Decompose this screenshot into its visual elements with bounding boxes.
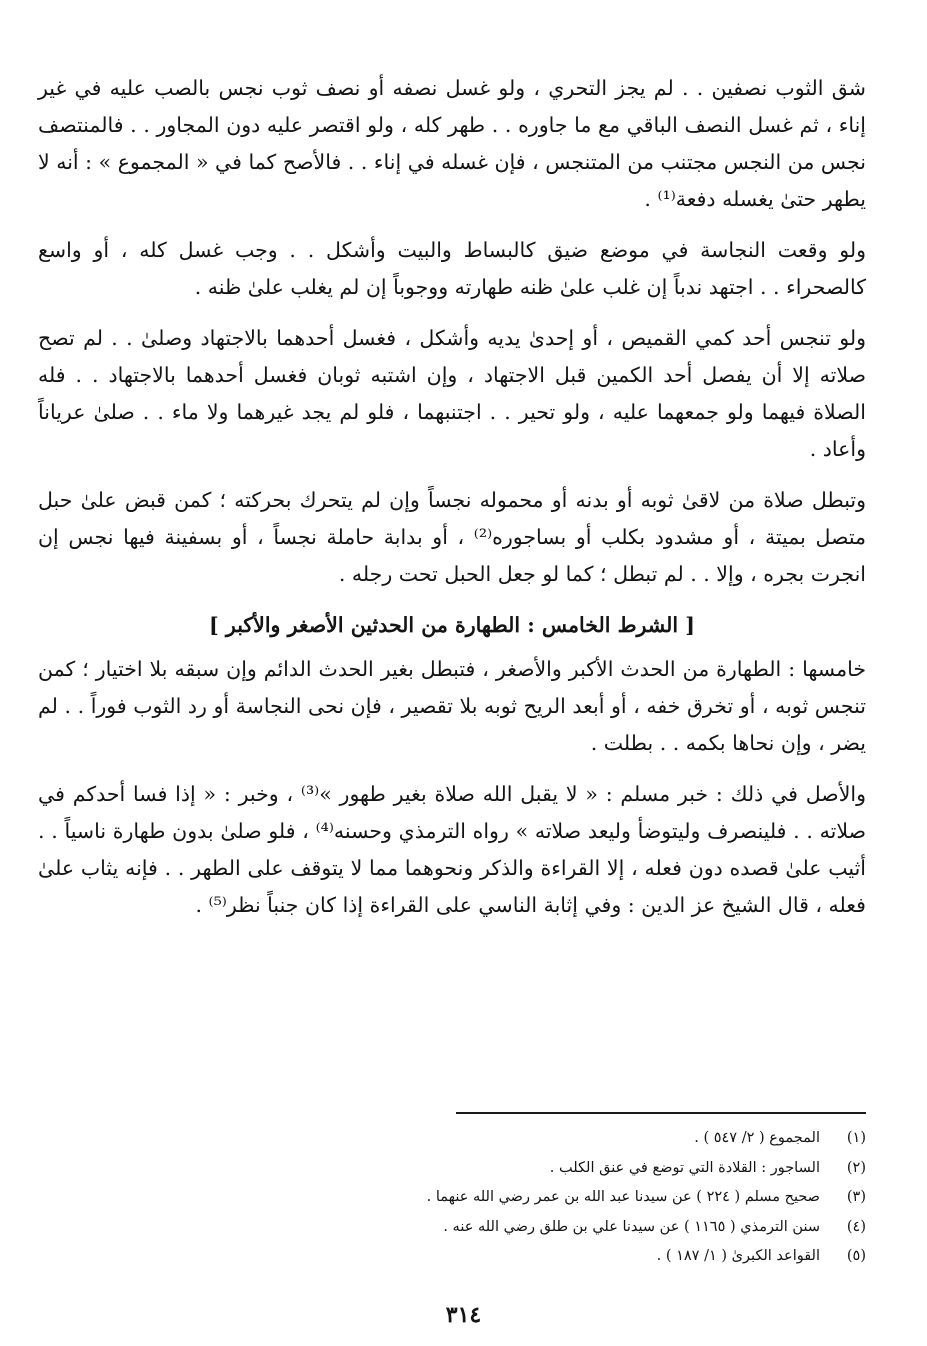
footnote-number: (٥) bbox=[846, 1248, 866, 1264]
footnote-text: القواعد الكبرىٰ ( ١/ ١٨٧ ) . bbox=[656, 1248, 820, 1264]
footnote-number: (٢) bbox=[846, 1159, 866, 1176]
paragraph-3: ولو تنجس أحد كمي القميص ، أو إحدىٰ يديه وأشكل ، فغسل أحدهما بالاجتهاد وصلىٰ . . لم تصح صلاته إلا أن يفصل أحد الكمين قبل الاجتهاد ، وإن اشتبه ثوبان فغسل أحدهما بالاجتهاد . . فله الصلاة فيهما ولو جمعهما عليه ، ولو تحير . . اجتنبهما ، فلو لم يجد غيرهما ولا ماء . . صلىٰ عرياناً وأعاد . bbox=[38, 326, 866, 461]
footnote-5 bbox=[38, 1242, 866, 1272]
main-text bbox=[38, 70, 866, 938]
footnote-2 bbox=[38, 1154, 866, 1184]
footnote-4 bbox=[38, 1213, 866, 1243]
paragraph-4: وتبطل صلاة من لاقىٰ ثوبه أو بدنه أو محموله نجساً وإن لم يتحرك بحركته ؛ كمن قبض علىٰ حبل متصل بميتة ، أو مشدود بكلب أو بساجوره⁽²⁾ ، أو بدابة حاملة نجساً ، أو بسفينة فيها نجس إن انجرت بجره ، وإلا . . لم تبطل ؛ كما لو جعل الحبل تحت رجله . bbox=[38, 488, 866, 586]
footnotes bbox=[38, 1124, 866, 1272]
footnote-text: المجموع ( ٢/ ٥٤٧ ) . bbox=[694, 1130, 820, 1146]
footnote-number: (٣) bbox=[846, 1189, 866, 1205]
page-number: ٣١٤ bbox=[445, 1302, 482, 1328]
paragraph-1: شق الثوب نصفين . . لم يجز التحري ، ولو غسل نصفه أو نصف ثوب نجس بالصب عليه في غير إناء ، ثم غسل النصف الباقي مع ما جاوره . . طهر كله ، ولو اقتصر عليه دون المجاور . . فالمنتصف نجس من النجس مجتنب من المتنجس ، فإن غسله في إناء . . فالأصح كما في « المجموع » : أنه لا يطهر حتىٰ يغسله دفعة⁽¹⁾ . bbox=[38, 76, 866, 211]
section-heading: [ الشرط الخامس : الطهارة من الحدثين الأصغر والأكبر ] bbox=[209, 613, 695, 637]
footnote-text: صحيح مسلم ( ٢٢٤ ) عن سيدنا عبد الله بن عمر رضي الله عنهما . bbox=[426, 1189, 820, 1205]
footnote-1 bbox=[38, 1124, 866, 1154]
footnote-number: (١) bbox=[846, 1130, 866, 1146]
footnote-divider bbox=[456, 1112, 866, 1114]
paragraph-6: والأصل في ذلك : خبر مسلم : « لا يقبل الله صلاة بغير طهور »⁽³⁾ ، وخبر : « إذا فسا أحدكم في صلاته . . فلينصرف وليتوضأ وليعد صلاته » رواه الترمذي وحسنه⁽⁴⁾ ، فلو صلىٰ بدون طهارة ناسياً . . أثيب علىٰ قصده دون فعله ، إلا القراءة والذكر ونحوهما مما لا يتوقف على الطهر . . فإنه يثاب علىٰ فعله ، قال الشيخ عز الدين : وفي إثابة الناسي على القراءة إذا كان جنباً نظر⁽⁵⁾ . bbox=[38, 782, 867, 917]
paragraph-5: خامسها : الطهارة من الحدث الأكبر والأصغر ، فتبطل بغير الحدث الدائم وإن سبقه بلا اختيار ؛ كمن تنجس ثوبه ، أو تخرق خفه ، أو أبعد الريح ثوبه بلا تقصير ، فإن نحى النجاسة أو رد الثوب فوراً . . لم يضر ، وإن نحاها بكمه . . بطلت . bbox=[38, 657, 866, 755]
footnote-3 bbox=[38, 1183, 866, 1213]
footnote-number: (٤) bbox=[846, 1218, 866, 1235]
footnote-text: الساجور : القلادة التي توضع في عنق الكلب . bbox=[549, 1159, 820, 1176]
paragraph-2: ولو وقعت النجاسة في موضع ضيق كالبساط والبيت وأشكل . . وجب غسل كله ، أو واسع كالصحراء . . اجتهد ندباً إن غلب علىٰ ظنه طهارته ووجوباً إن لم يغلب علىٰ ظنه . bbox=[38, 238, 866, 299]
footnote-text: سنن الترمذي ( ١١٦٥ ) عن سيدنا علي بن طلق رضي الله عنه . bbox=[443, 1218, 820, 1235]
